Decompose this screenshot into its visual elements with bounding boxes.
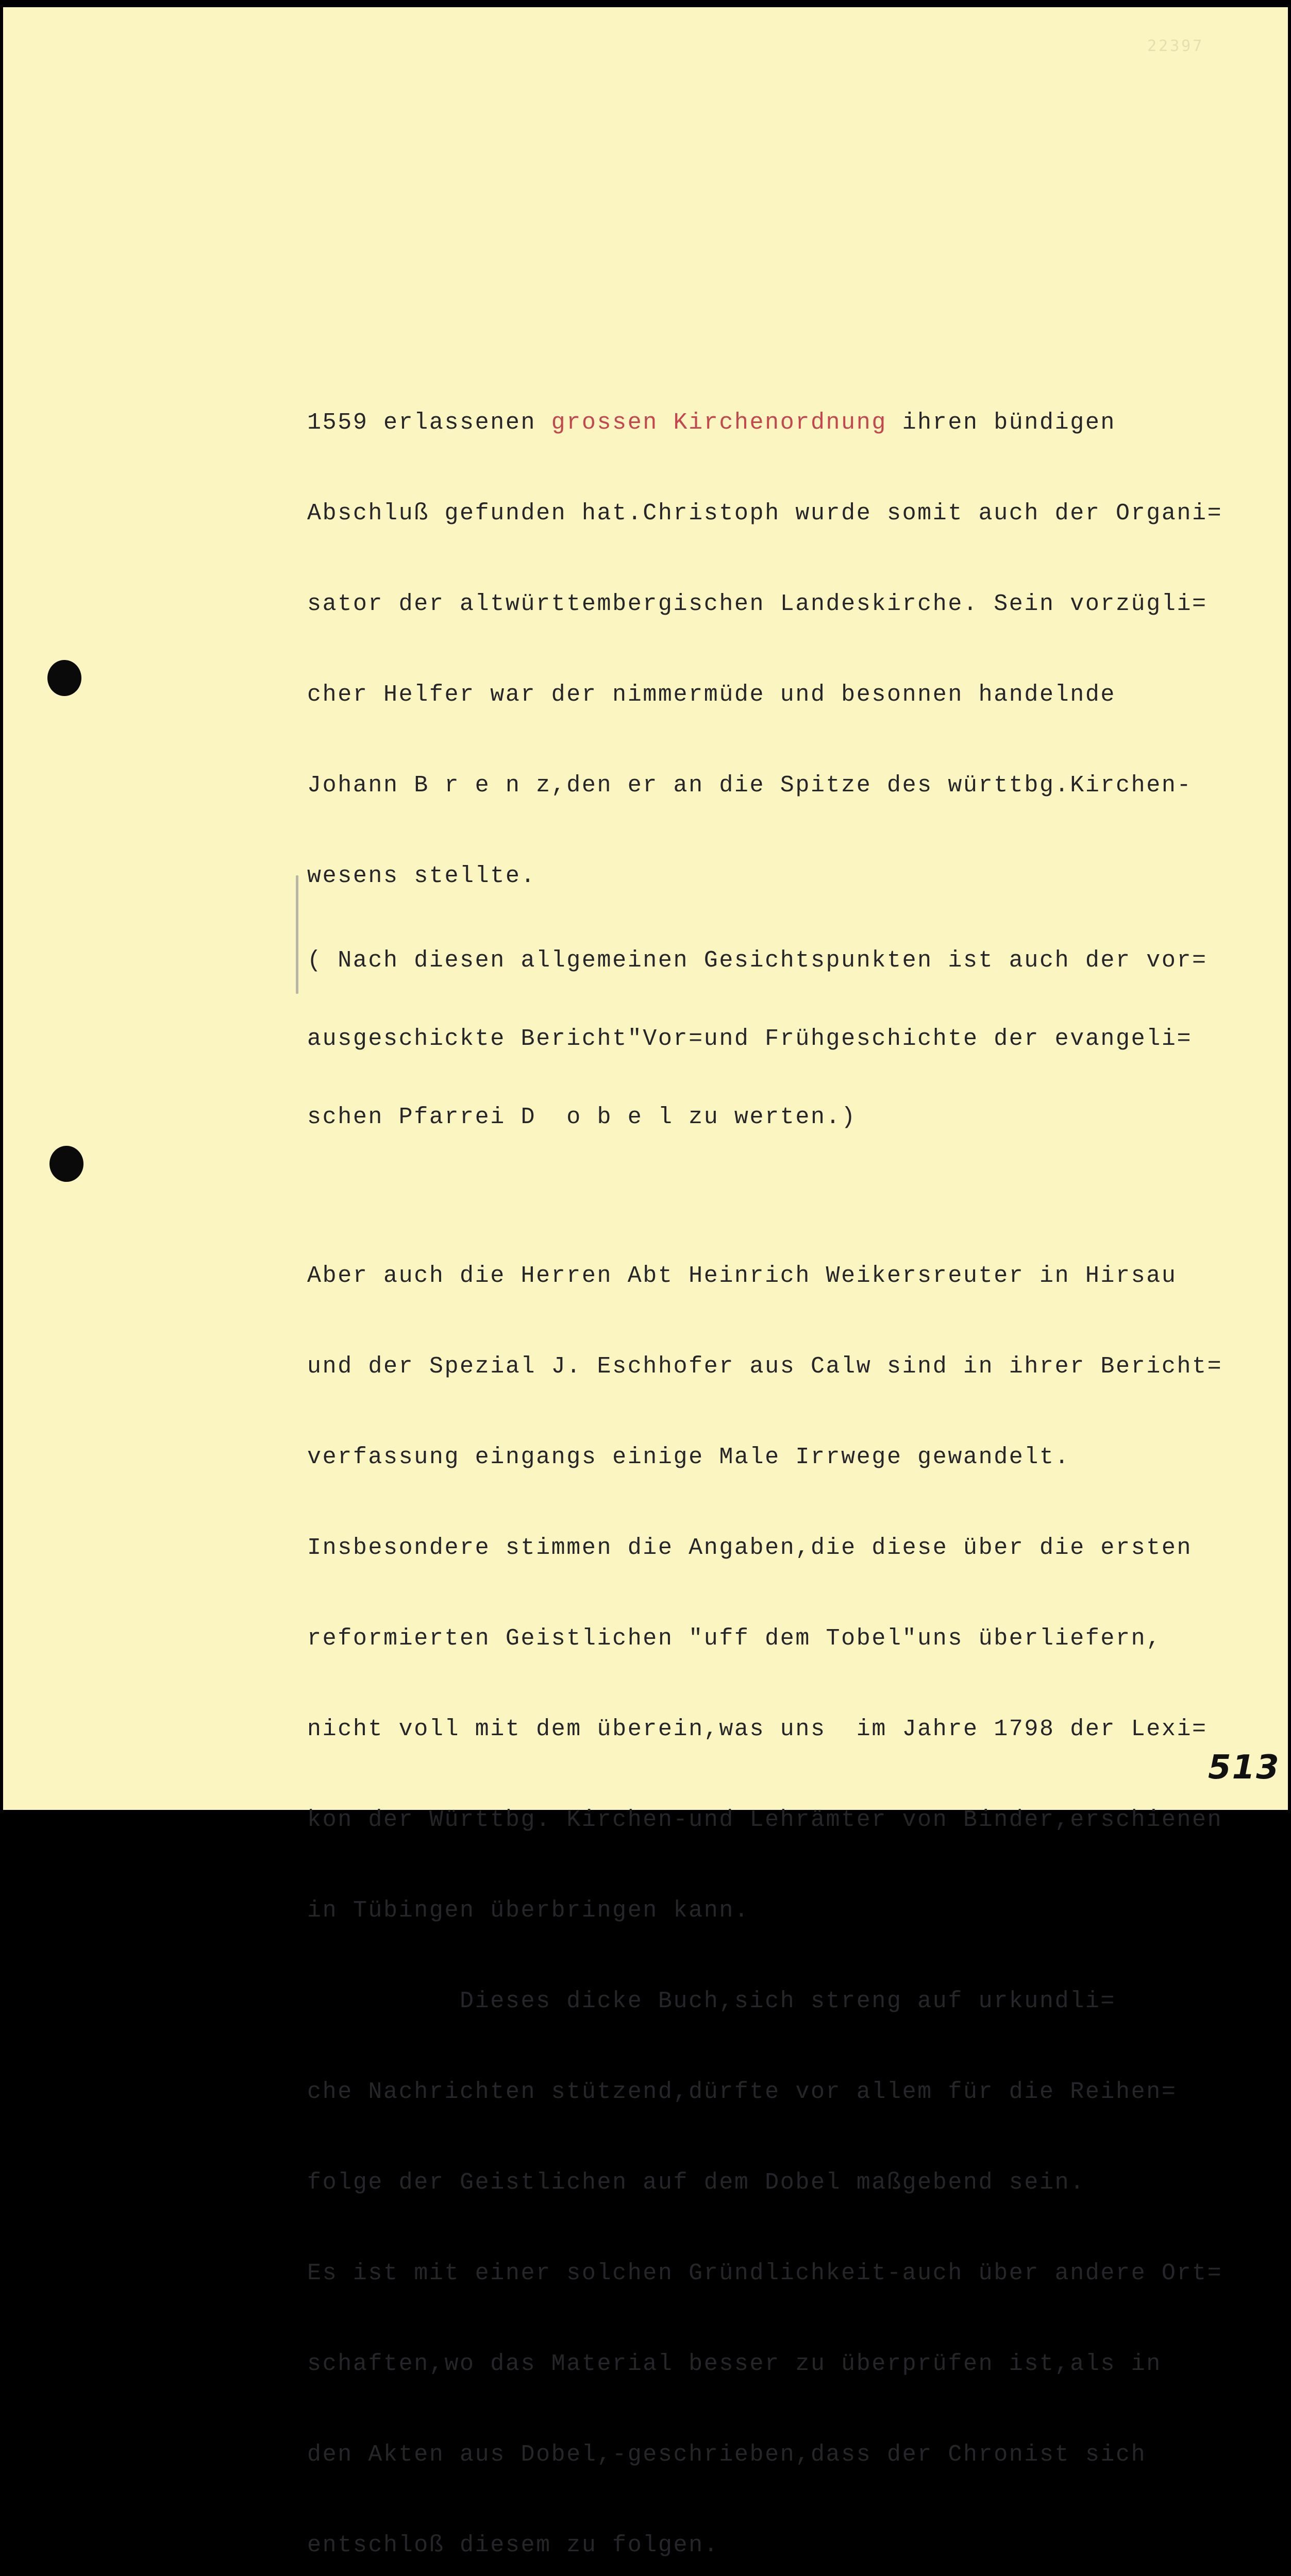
text-line: verfassung eingangs einige Male Irrwege gewandelt. (307, 1444, 1070, 1470)
text-line: Dieses dicke Buch,sich streng auf urkundli= (307, 1988, 1116, 2014)
typed-text-body (307, 351, 1286, 2576)
text-line: kon der Württbg. Kirchen-und Lehrämter von Binder,erschienen (307, 1807, 1223, 1833)
text-line (307, 404, 1286, 442)
text-line: wesens stellte. (307, 863, 536, 889)
text-line: ausgeschickte Bericht"Vor=und Frühgeschichte der evangeli= (307, 1026, 1193, 1052)
text-line: Insbesondere stimmen die Angaben,die diese über die ersten (307, 1535, 1193, 1561)
archive-stamp: 22397 (1147, 37, 1204, 55)
punch-hole (49, 1146, 83, 1182)
text-line: Abschluß gefunden hat.Christoph wurde somit auch der Organi= (307, 500, 1223, 527)
margin-pencil-mark (296, 875, 298, 994)
text-line: Johann B r e n z,den er an die Spitze des württbg.Kirchen- (307, 772, 1193, 799)
text-line: reformierten Geistlichen "uff dem Tobel"uns überliefern, (307, 1625, 1162, 1652)
page-number: 513 (1208, 1749, 1280, 1787)
text-line: Aber auch die Herren Abt Heinrich Weikersreuter in Hirsau (307, 1263, 1177, 1289)
text-line: Es ist mit einer solchen Gründlichkeit-auch über andere Ort= (307, 2260, 1223, 2286)
highlighted-text-segment: grossen Kirchenordnung (551, 410, 887, 436)
text-line: in Tübingen überbringen kann. (307, 1897, 750, 1924)
paragraph-gap (307, 1183, 1286, 1205)
text-segment: ihren bündigen (886, 410, 1116, 436)
text-line: che Nachrichten stützend,dürfte vor allem für die Reihen= (307, 2079, 1177, 2105)
punch-hole (47, 660, 81, 696)
text-line: entschloß diesem zu folgen. (307, 2532, 719, 2558)
text-line: nicht voll mit dem überein,was uns im Jahre 1798 der Lexi= (307, 1716, 1208, 1742)
text-line: cher Helfer war der nimmermüde und besonnen handelnde (307, 682, 1116, 708)
text-line: folge der Geistlichen auf dem Dobel maßgebend sein. (307, 2170, 1085, 2196)
text-line: den Akten aus Dobel,-geschrieben,dass der Chronist sich (307, 2442, 1147, 2468)
text-segment: 1559 erlassenen (307, 410, 551, 436)
text-line: ( Nach diesen allgemeinen Gesichtspunkten ist auch der vor= (307, 947, 1208, 974)
text-line: schaften,wo das Material besser zu überprüfen ist,als in (307, 2351, 1162, 2377)
text-line: und der Spezial J. Eschhofer aus Calw sind in ihrer Bericht= (307, 1353, 1223, 1380)
text-line: schen Pfarrei D o b e l zu werten.) (307, 1104, 857, 1130)
text-line: sator der altwürttembergischen Landeskirche. Sein vorzügli= (307, 591, 1208, 617)
document-page (3, 7, 1288, 2558)
